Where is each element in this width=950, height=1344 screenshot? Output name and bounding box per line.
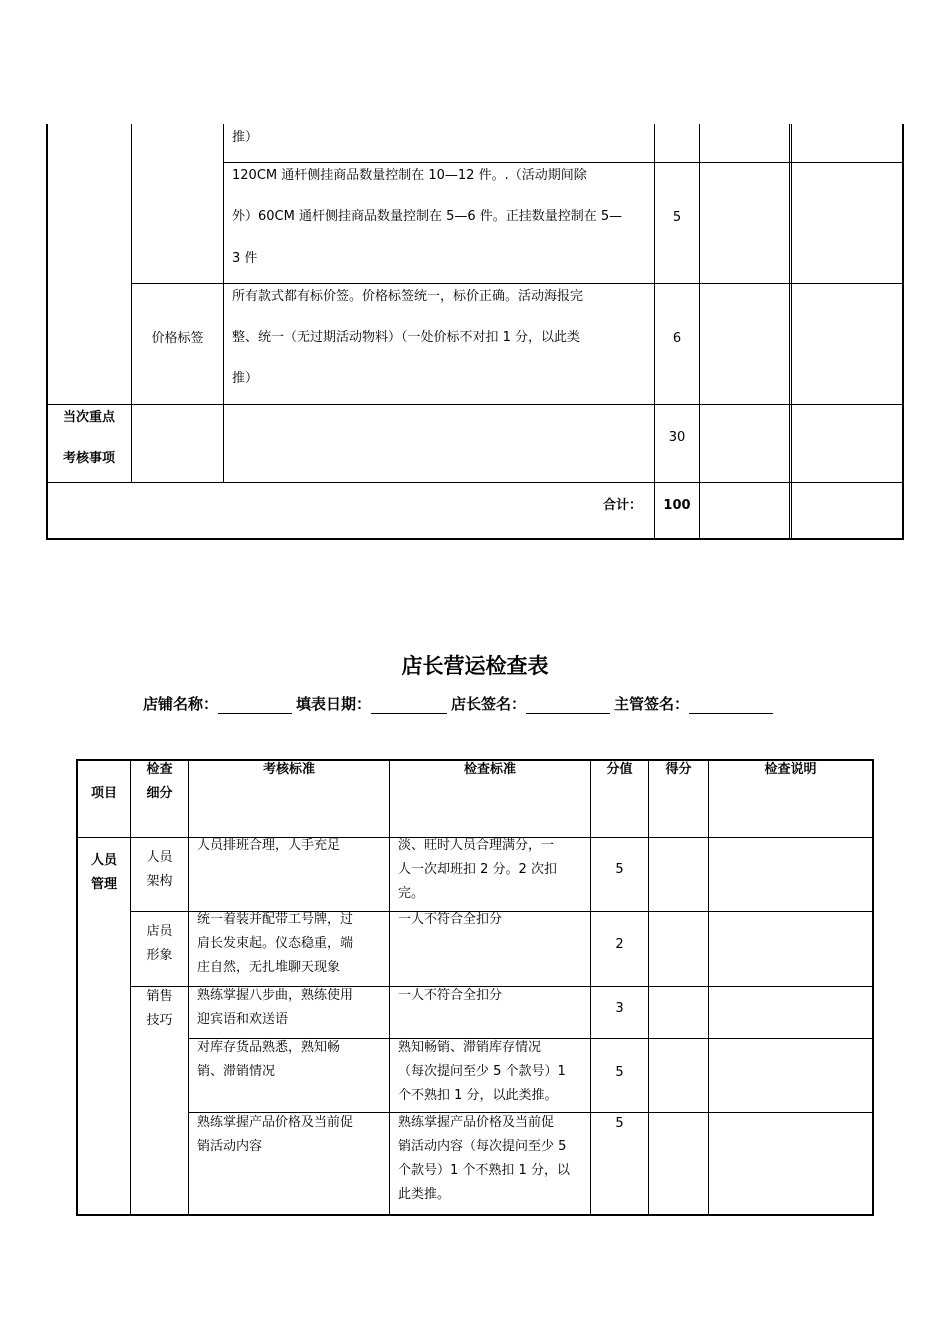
table1-col-divider [789,124,790,540]
assess-text: 销、滞销情况 [197,1064,276,1079]
table1-col-divider [223,124,224,483]
item-label: 考核事项 [62,451,115,466]
score-value: 5 [615,1065,624,1080]
check-text: 个不熟扣 1 分，以此类推。 [398,1088,558,1103]
standard-text: 3 件 [232,251,258,266]
manager-sign-label: 店长签名： [451,695,527,713]
score-value: 5 [615,1116,624,1131]
check-text: 销活动内容（每次提问至少 5 [398,1139,567,1154]
check-text: （每次提问至少 5 个款号）1 [398,1064,566,1079]
table2-col-divider [708,759,709,1216]
header-note: 检查说明 [764,762,817,777]
table2-col-divider [389,759,390,1216]
item-label: 当次重点 [62,410,115,425]
table1-col-divider [791,124,792,540]
standard-text: 推） [232,130,259,145]
subcategory-label: 销售 [146,989,173,1004]
header-got: 得分 [665,762,692,777]
subcategory-label: 人员 [146,850,173,865]
subcategory-label: 价格标签 [151,331,204,346]
header-check: 检查标准 [463,762,516,777]
score-value: 30 [668,430,686,445]
standard-text: 120CM 通杆侧挂商品数量控制在 10—12 件。.（活动期间除 [232,168,587,183]
assess-text: 销活动内容 [197,1139,263,1154]
table1-col-divider [131,124,132,483]
check-text: 熟知畅销、滞销库存情况 [398,1040,542,1055]
date-label: 填表日期： [296,695,372,713]
table1-bottom-border [46,538,904,540]
score-value: 5 [672,210,682,225]
form-info-line [143,693,777,714]
table1-row-line [46,482,903,483]
header-score: 分值 [606,762,633,777]
group-label: 管理 [90,877,117,892]
manager-sign-field[interactable] [526,699,610,714]
assess-text: 熟练掌握产品价格及当前促 [197,1115,354,1130]
check-text: 此类推。 [398,1187,451,1202]
subcategory-label: 店员 [146,924,173,939]
table2-right-border [872,759,874,1216]
assess-text: 迎宾语和欢送语 [197,1012,289,1027]
table2-col-divider [590,759,591,1216]
table2-left-border [76,759,78,1216]
check-text: 个款号）1 个不熟扣 1 分，以 [398,1163,570,1178]
standard-text: 整、统一（无过期活动物料）（一处价标不对扣 1 分，以此类 [232,330,581,345]
check-text: 一人不符合全扣分 [398,988,503,1003]
subcategory-label: 形象 [146,948,173,963]
assess-text: 肩长发束起。仪态稳重，端 [197,936,354,951]
table1-col-divider [699,124,700,540]
table2-bottom-border [76,1214,874,1216]
header-assess: 考核标准 [262,762,315,777]
table1-row-line [46,404,903,405]
check-text: 熟练掌握产品价格及当前促 [398,1115,555,1130]
total-label: 合计： [603,498,643,513]
supervisor-sign-field[interactable] [689,699,773,714]
check-text: 淡、旺时人员合理满分，一 [398,838,555,853]
check-text: 人一次却班扣 2 分。2 次扣 [398,862,557,877]
header-sub: 细分 [146,786,173,801]
standard-text: 外）60CM 通杆侧挂商品数量控制在 5—6 件。正挂数量控制在 5— [232,209,623,224]
table1-right-border [902,124,904,540]
store-name-label: 店铺名称： [143,695,219,713]
date-field[interactable] [371,699,447,714]
check-text: 一人不符合全扣分 [398,912,503,927]
assess-text: 庄自然，无扎堆聊天现象 [197,960,341,975]
form-title: 店长营运检查表 [401,654,549,678]
store-name-field[interactable] [218,699,292,714]
assess-text: 熟练掌握八步曲，熟练使用 [197,988,354,1003]
header-sub: 检查 [146,762,173,777]
score-value: 5 [615,862,624,877]
check-text: 完。 [398,886,425,901]
score-value: 3 [615,1001,624,1016]
subcategory-label: 架构 [146,874,173,889]
supervisor-sign-label: 主管签名： [614,695,690,713]
header-item: 项目 [90,786,117,801]
table2-col-divider [188,759,189,1216]
standard-text: 推） [232,371,259,386]
assess-text: 统一着装并配带工号牌，过 [197,912,354,927]
assess-text: 人员排班合理，人手充足 [197,838,341,853]
table2-col-divider [648,759,649,1216]
group-label: 人员 [90,853,117,868]
total-score: 100 [663,498,691,513]
assess-text: 对库存货品熟悉，熟知畅 [197,1040,341,1055]
standard-text: 所有款式都有标价签。价格标签统一，标价正确。活动海报完 [232,289,584,304]
subcategory-label: 技巧 [146,1013,173,1028]
score-value: 2 [615,937,624,952]
score-value: 6 [672,331,682,346]
